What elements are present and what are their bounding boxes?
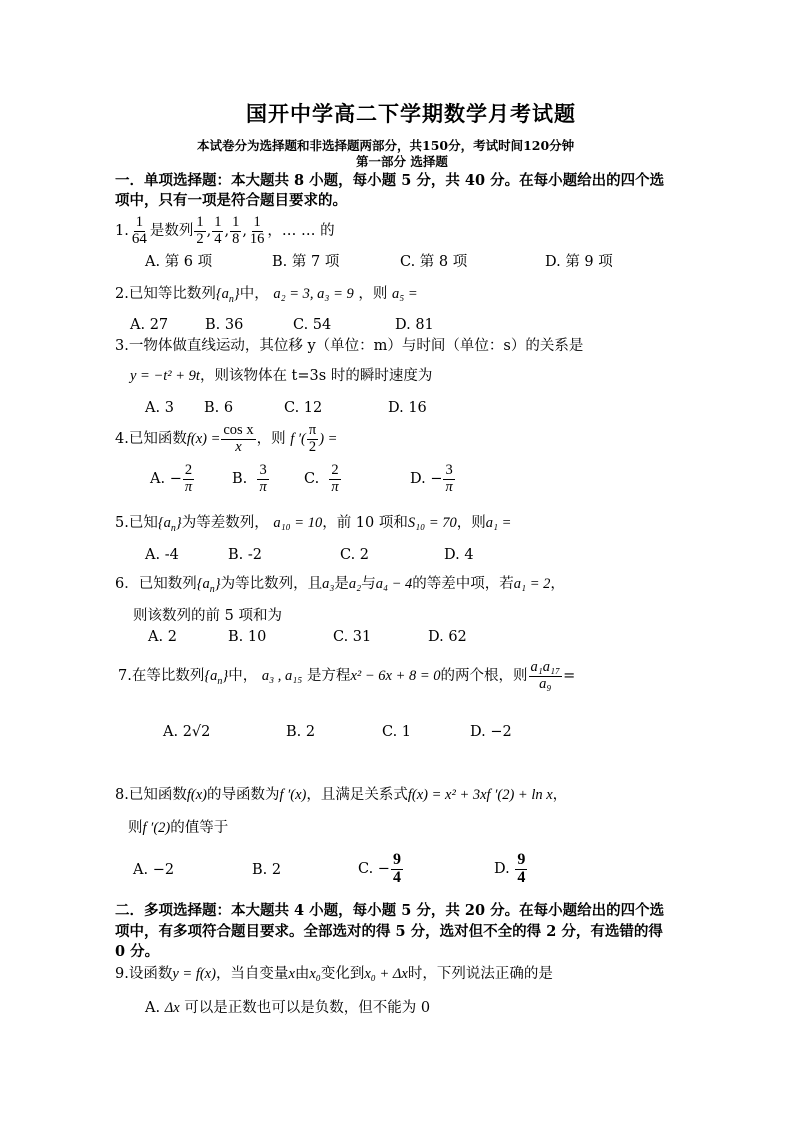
q6-line2: 则该数列的前 5 项和为 <box>133 608 282 624</box>
q6-option-a: A. 2 <box>148 629 177 645</box>
section-one-line1: 一．单项选择题：本大题共 8 小题，每小题 5 分，共 40 分。在每小题给出的四个选 <box>115 172 665 189</box>
q9-text3: 变化到 <box>320 966 365 982</box>
q3-line1: 3.一物体做直线运动，其位移 y（单位：m）与时间（单位：s）的关系是 <box>115 338 584 354</box>
q2-option-d: D. 81 <box>395 317 434 333</box>
q5-text3: ，则 <box>456 515 486 531</box>
q7-option-a: A. 2√2 <box>163 724 211 740</box>
q6-a2: a₂ <box>348 576 362 592</box>
q8-derivative: f ′(x) <box>279 787 307 803</box>
question-2 <box>115 284 418 310</box>
q1-option-c: C. 第 8 项 <box>400 254 468 270</box>
q1-option-b: B. 第 7 项 <box>272 254 340 270</box>
q3-line2 <box>130 366 432 386</box>
q8-comma: ， <box>552 787 568 803</box>
q5-prefix: 5.已知 <box>115 515 158 531</box>
q7-option-d: D. −2 <box>470 724 512 740</box>
q5-ask: a₁ = <box>485 515 512 531</box>
q2-option-b: B. 36 <box>205 317 244 333</box>
q6-text1: 为等比数列，且 <box>220 576 323 592</box>
q4-pi-fraction: $\frac{\pi}{2}$ <box>308 422 317 455</box>
q6-text3: 与 <box>361 576 376 592</box>
q2-option-c: C. 54 <box>293 317 332 333</box>
section-two-line1: 二．多项选择题：本大题共 4 小题，每小题 5 分，共 20 分。在每小题给出的四个选 <box>115 902 665 919</box>
q3-option-c: C. 12 <box>284 400 323 416</box>
q8-line2-suffix: 的值等于 <box>170 820 229 836</box>
q7-equals: = <box>563 668 576 684</box>
q9-text1: ，当自变量 <box>215 966 289 982</box>
q6-text2: 是 <box>334 576 349 592</box>
q3-option-b: B. 6 <box>204 400 234 416</box>
q1-option-d: D. 第 9 项 <box>545 254 613 270</box>
q1-seq-term-3: $\frac{1}{8}$ <box>232 214 240 247</box>
q9-x0: x₀ <box>309 966 321 982</box>
q3-option-d: D. 16 <box>388 400 427 416</box>
q8-option-b: B. 2 <box>252 862 282 878</box>
q8-prefix: 8.已知函数 <box>115 787 187 803</box>
q6-prefix: 6．已知数列 <box>115 576 197 592</box>
q6-option-c: C. 31 <box>333 629 372 645</box>
q8-option-d: D. $\frac{9}{4}$ <box>494 850 526 886</box>
q1-number: 1. <box>115 223 129 239</box>
q2-condition: a₂ = 3, a₃ = 9 <box>273 286 354 302</box>
q8-fp2: f ′(2) <box>142 820 171 836</box>
q1-seq-term-1: $\frac{1}{2}$ <box>196 214 204 247</box>
q1-seq-term-4: $\frac{1}{16}$ <box>249 214 265 247</box>
q4-close: ) = <box>319 431 338 447</box>
q6-a1: a₁ = 2 <box>513 576 551 592</box>
q5-text2: ，前 10 项和 <box>322 515 408 531</box>
q3-equation: y = −t² + 9t <box>130 368 200 384</box>
section-two-line3: 0 分。 <box>115 943 160 960</box>
q7-option-b: B. 2 <box>286 724 316 740</box>
q7-prefix: 7.在等比数列 <box>118 668 205 684</box>
q7-option-c: C. 1 <box>382 724 412 740</box>
q2-mid: 中， <box>239 286 269 302</box>
q4-then: ，则 <box>256 431 286 447</box>
q3-option-a: A. 3 <box>145 400 174 416</box>
q8-function: f(x) <box>186 787 207 803</box>
q2-prefix: 2.已知等比数列 <box>115 286 216 302</box>
q6-text4: 的等差中项，若 <box>412 576 514 592</box>
q5-condition2: S₁₀ = 70 <box>407 515 457 531</box>
question-4 <box>115 421 337 457</box>
q9-x0dx: x₀ + Δx <box>364 966 408 982</box>
q2-ask: a₅ = <box>391 286 418 302</box>
q2-then: ，则 <box>358 286 388 302</box>
question-5 <box>115 513 511 539</box>
section-two-line2: 项中，有多项符合题目要求。全部选对的得 5 分，选对但不全的得 2 分，有选错的得 <box>115 923 663 940</box>
q7-roots: a₃ , a₁₅ <box>261 668 303 684</box>
q8-option-a: A. −2 <box>133 862 175 878</box>
q7-set: $\{a_n\}$ <box>204 668 229 687</box>
q9-text2: 由 <box>294 966 310 982</box>
exam-subtitle: 本试卷分为选择题和非选择题两部分，共150分，考试时间120分钟 <box>197 138 575 153</box>
q9-option-a-dx: Δx <box>164 1000 180 1016</box>
q6-a3: a₃ <box>322 576 335 592</box>
page-title: 国开中学高二下学期数学月考试题 <box>246 101 576 126</box>
question-9 <box>115 964 553 984</box>
q9-option-a-text: 可以是正数也可以是负数，但不能为 0 <box>184 1000 431 1016</box>
q5-option-b: B. -2 <box>228 547 262 563</box>
q2-option-a: A. 27 <box>130 317 169 333</box>
q6-option-b: B. 10 <box>228 629 267 645</box>
q6-option-d: D. 62 <box>428 629 467 645</box>
section-one-line2: 项中，只有一项是符合题目要求的。 <box>115 192 347 209</box>
q4-function: f(x) = <box>186 431 221 447</box>
q4-prefix: 4.已知函数 <box>115 431 187 447</box>
part-one-heading: 第一部分 选择题 <box>356 154 448 169</box>
q6-a4: a₄ − 4 <box>375 576 413 592</box>
q4-option-a: A. − $\frac{2}{\pi}$ <box>150 462 193 495</box>
q5-option-c: C. 2 <box>340 547 370 563</box>
q5-condition1: a₁₀ = 10 <box>273 515 323 531</box>
q7-text3: 的两个根，则 <box>440 668 528 684</box>
q5-set: $\{a_n\}$ <box>157 515 182 534</box>
q8-option-c: C. − $\frac{9}{4}$ <box>358 850 401 886</box>
q9-option-a-label: A. <box>145 1000 161 1016</box>
q3-text: ，则该物体在 t=3s 时的瞬时速度为 <box>199 368 433 384</box>
q5-option-d: D. 4 <box>444 547 474 563</box>
q1-seq-term-2: $\frac{1}{4}$ <box>214 214 222 247</box>
q7-text2: 是方程 <box>306 668 351 684</box>
q8-line2 <box>128 818 228 838</box>
q1-option-a: A. 第 6 项 <box>145 254 213 270</box>
q1-fraction: $\frac{1}{64}$ <box>131 213 147 247</box>
q2-set: $\{a_n\}$ <box>215 286 240 305</box>
q7-text1: 中， <box>228 668 258 684</box>
q9-text4: 时，下列说法正确的是 <box>407 966 553 982</box>
q1-tail: ，… … 的 <box>267 223 335 239</box>
q4-option-d: D. − $\frac{3}{\pi}$ <box>410 462 453 495</box>
q8-text2: ，且满足关系式 <box>306 787 408 803</box>
q1-text: 是数列 <box>149 223 194 239</box>
q4-fraction: $\frac{\text{cos x}}{x}$ <box>223 422 254 455</box>
question-6 <box>115 574 565 600</box>
q6-comma: ， <box>550 576 565 592</box>
q4-option-c: C. $\frac{2}{\pi}$ <box>304 462 339 495</box>
q5-option-a: A. -4 <box>145 547 179 563</box>
question-1: 1. $\frac{1}{64}$ 是数列 $\frac{1}{2}$ , $\frac{1}{4}$ , $\frac{1}{8}$ , $\frac{1}{16}$ ，… … 的 <box>115 213 335 247</box>
q4-derivative: f ′( <box>290 431 306 447</box>
q6-set: $\{a_n\}$ <box>196 576 221 595</box>
q4-option-b: B. $\frac{3}{\pi}$ <box>232 462 267 495</box>
q9-function: y = f(x) <box>172 966 216 982</box>
q9-x: x <box>288 966 295 982</box>
q5-text1: 为等差数列， <box>181 515 269 531</box>
question-8 <box>115 785 567 805</box>
q9-option-a <box>145 998 430 1018</box>
question-7 <box>118 657 575 701</box>
q7-equation: x² − 6x + 8 = 0 <box>350 668 441 684</box>
q9-prefix: 9.设函数 <box>115 966 173 982</box>
q8-text1: 的导函数为 <box>206 787 280 803</box>
q8-relation: f(x) = x² + 3xf ′(2) + ln x <box>407 787 553 803</box>
q8-line2-prefix: 则 <box>128 820 143 836</box>
q7-fraction: $\frac{\text{a₁a₁₇}}{\text{a₉}}$ <box>530 659 561 692</box>
